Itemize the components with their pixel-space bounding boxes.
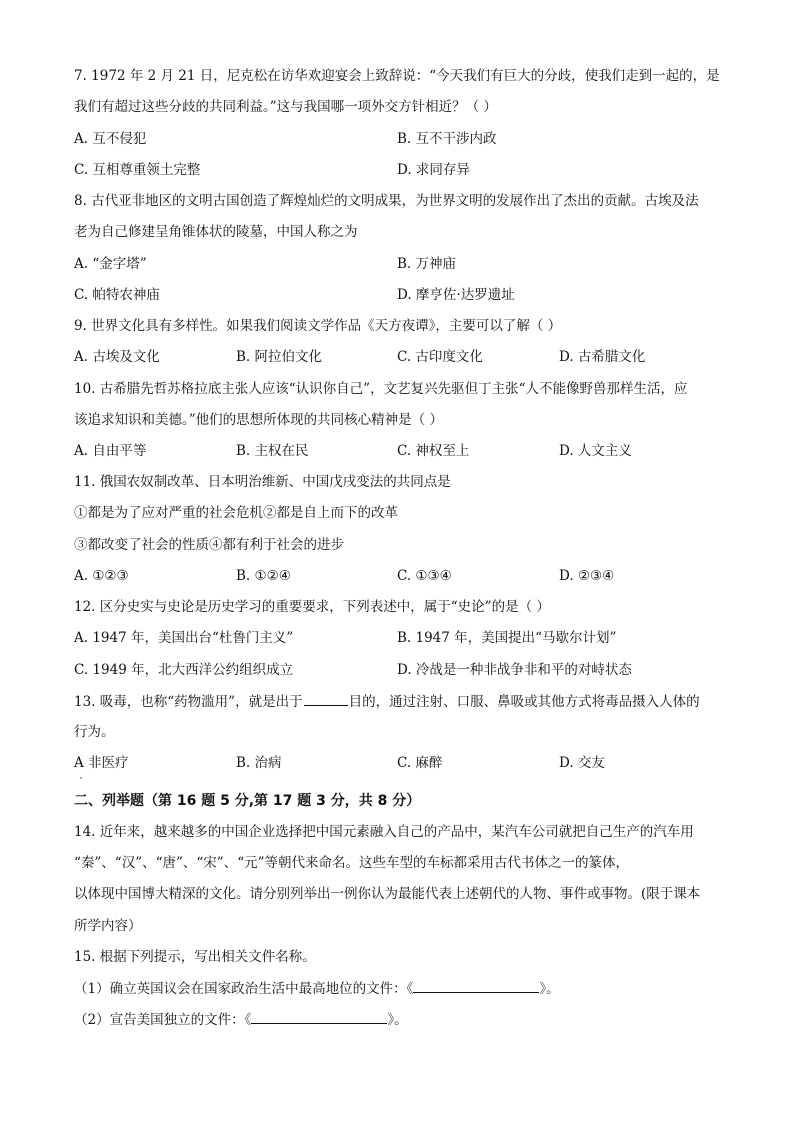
- q15-sub1-answer-blank[interactable]: [413, 978, 539, 993]
- q13-answer-blank[interactable]: [304, 691, 348, 706]
- q7-stem-line2: 我们有超过这些分歧的共同利益。”这与我国哪一项外交方针相近？（ ）: [74, 99, 497, 115]
- q13-option-a[interactable]: A 非医疗: [74, 755, 129, 771]
- q14-stem-line3: 以体现中国博大精深的文化。请分别列举出一例你认为最能代表上述朝代的人物、事件或事物。(限于课本: [74, 886, 701, 902]
- q15-sub2-pre: （2）宣告美国独立的文件：《: [74, 1012, 252, 1028]
- q7-option-a[interactable]: A. 互不侵犯: [74, 131, 147, 147]
- q9-option-c[interactable]: C. 古印度文化: [397, 349, 483, 365]
- q13-option-c[interactable]: C. 麻醉: [397, 755, 443, 771]
- q13-stem-line2: 行为。: [74, 724, 115, 740]
- q7-option-b[interactable]: B. 互不干涉内政: [397, 131, 497, 147]
- q13-stem-pre: 13. 吸毒，也称“药物滥用”，就是出于: [74, 694, 303, 710]
- q14-stem-line2: “秦”、“汉”、“唐”、“宋”、“元”等朝代来命名。这些车型的车标都采用古代书体之一的篆体，: [74, 855, 630, 871]
- q14-stem-line4: 所学内容）: [74, 918, 142, 934]
- q8-stem-line1: 8. 古代亚非地区的文明古国创造了辉煌灿烂的文明成果，为世界文明的发展作出了杰出的贡献。古埃及法: [74, 193, 699, 209]
- q7-stem-line1: 7. 1972 年 2 月 21 日，尼克松在访华欢迎宴会上致辞说：“今天我们有巨大的分歧，使我们走到一起的，是: [74, 68, 720, 84]
- q12-option-d[interactable]: D. 冷战是一种非战争非和平的对峙状态: [397, 662, 632, 678]
- q13-option-d[interactable]: D. 交友: [559, 755, 605, 771]
- q10-option-b[interactable]: B. 主权在民: [236, 443, 309, 459]
- q15-stem-line1: 15. 根据下列提示，写出相关文件名称。: [74, 949, 316, 965]
- q11-stem-line1: 11. 俄国农奴制改革、日本明治维新、中国戊戌变法的共同点是: [74, 474, 451, 490]
- q8-stem-line2: 老为自己修建呈角锥体状的陵墓，中国人称之为: [74, 224, 358, 240]
- q12-option-c[interactable]: C. 1949 年，北大西洋公约组织成立: [74, 662, 294, 678]
- q7-option-d[interactable]: D. 求同存异: [397, 162, 470, 178]
- section-2-heading: 二、列举题（第 16 题 5 分,第 17 题 3 分，共 8 分）: [74, 793, 421, 809]
- q13-stem-line1: [74, 691, 700, 711]
- q10-option-c[interactable]: C. 神权至上: [397, 443, 470, 459]
- q15-sub1: [74, 978, 560, 998]
- q13-stem-post: 目的，通过注射、口服、鼻吸或其他方式将毒品摄入人体的: [348, 694, 700, 710]
- q14-stem-line1: 14. 近年来，越来越多的中国企业选择把中国元素融入自己的产品中，某汽车公司就把自己生产的汽车用: [74, 824, 694, 840]
- q15-sub2-post: 》。: [387, 1012, 408, 1028]
- q8-option-b[interactable]: B. 万神庙: [397, 256, 457, 272]
- q9-option-a[interactable]: A. 古埃及文化: [74, 349, 160, 365]
- stray-mark: [80, 777, 82, 779]
- q8-option-a[interactable]: A. “金字塔”: [74, 256, 147, 272]
- q10-option-a[interactable]: A. 自由平等: [74, 443, 147, 459]
- q11-stem-line3: ③都改变了社会的性质④都有利于社会的进步: [74, 537, 344, 553]
- q7-option-c[interactable]: C. 互相尊重领土完整: [74, 162, 201, 178]
- q15-sub1-post: 》。: [539, 981, 560, 997]
- q10-stem-line1: 10. 古希腊先哲苏格拉底主张人应该“认识你自己”，文艺复兴先驱但丁主张“人不能像野兽那样生活，应: [74, 381, 688, 397]
- q12-option-a[interactable]: A. 1947 年，美国出台“杜鲁门主义”: [74, 630, 294, 646]
- q10-option-d[interactable]: D. 人文主义: [559, 443, 632, 459]
- q11-option-d[interactable]: D. ②③④: [559, 568, 615, 584]
- q15-sub2: [74, 1009, 408, 1029]
- q8-option-d[interactable]: D. 摩亨佐·达罗遗址: [397, 287, 515, 303]
- q15-sub1-pre: （1）确立英国议会在国家政治生活中最高地位的文件：《: [74, 981, 414, 997]
- q9-option-b[interactable]: B. 阿拉伯文化: [236, 349, 323, 365]
- q13-option-b[interactable]: B. 治病: [236, 755, 282, 771]
- q11-option-c[interactable]: C. ①③④: [397, 568, 452, 584]
- q10-stem-line2: 该追求知识和美德。”他们的思想所体现的共同核心精神是（ ）: [74, 412, 443, 428]
- q9-option-d[interactable]: D. 古希腊文化: [559, 349, 646, 365]
- q9-stem-line1: 9. 世界文化具有多样性。如果我们阅读文学作品《天方夜谭》，主要可以了解（ ）: [74, 318, 562, 334]
- q11-option-b[interactable]: B. ①②④: [236, 568, 291, 584]
- q11-stem-line2: ①都是为了应对严重的社会危机②都是自上而下的改革: [74, 505, 398, 521]
- q15-sub2-answer-blank[interactable]: [251, 1009, 387, 1024]
- q12-option-b[interactable]: B. 1947 年，美国提出“马歇尔计划”: [397, 630, 617, 646]
- q12-stem-line1: 12. 区分史实与史论是历史学习的重要要求，下列表述中，属于“史论”的是（ ）: [74, 599, 550, 615]
- q11-option-a[interactable]: A. ①②③: [74, 568, 129, 584]
- q8-option-c[interactable]: C. 帕特农神庙: [74, 287, 160, 303]
